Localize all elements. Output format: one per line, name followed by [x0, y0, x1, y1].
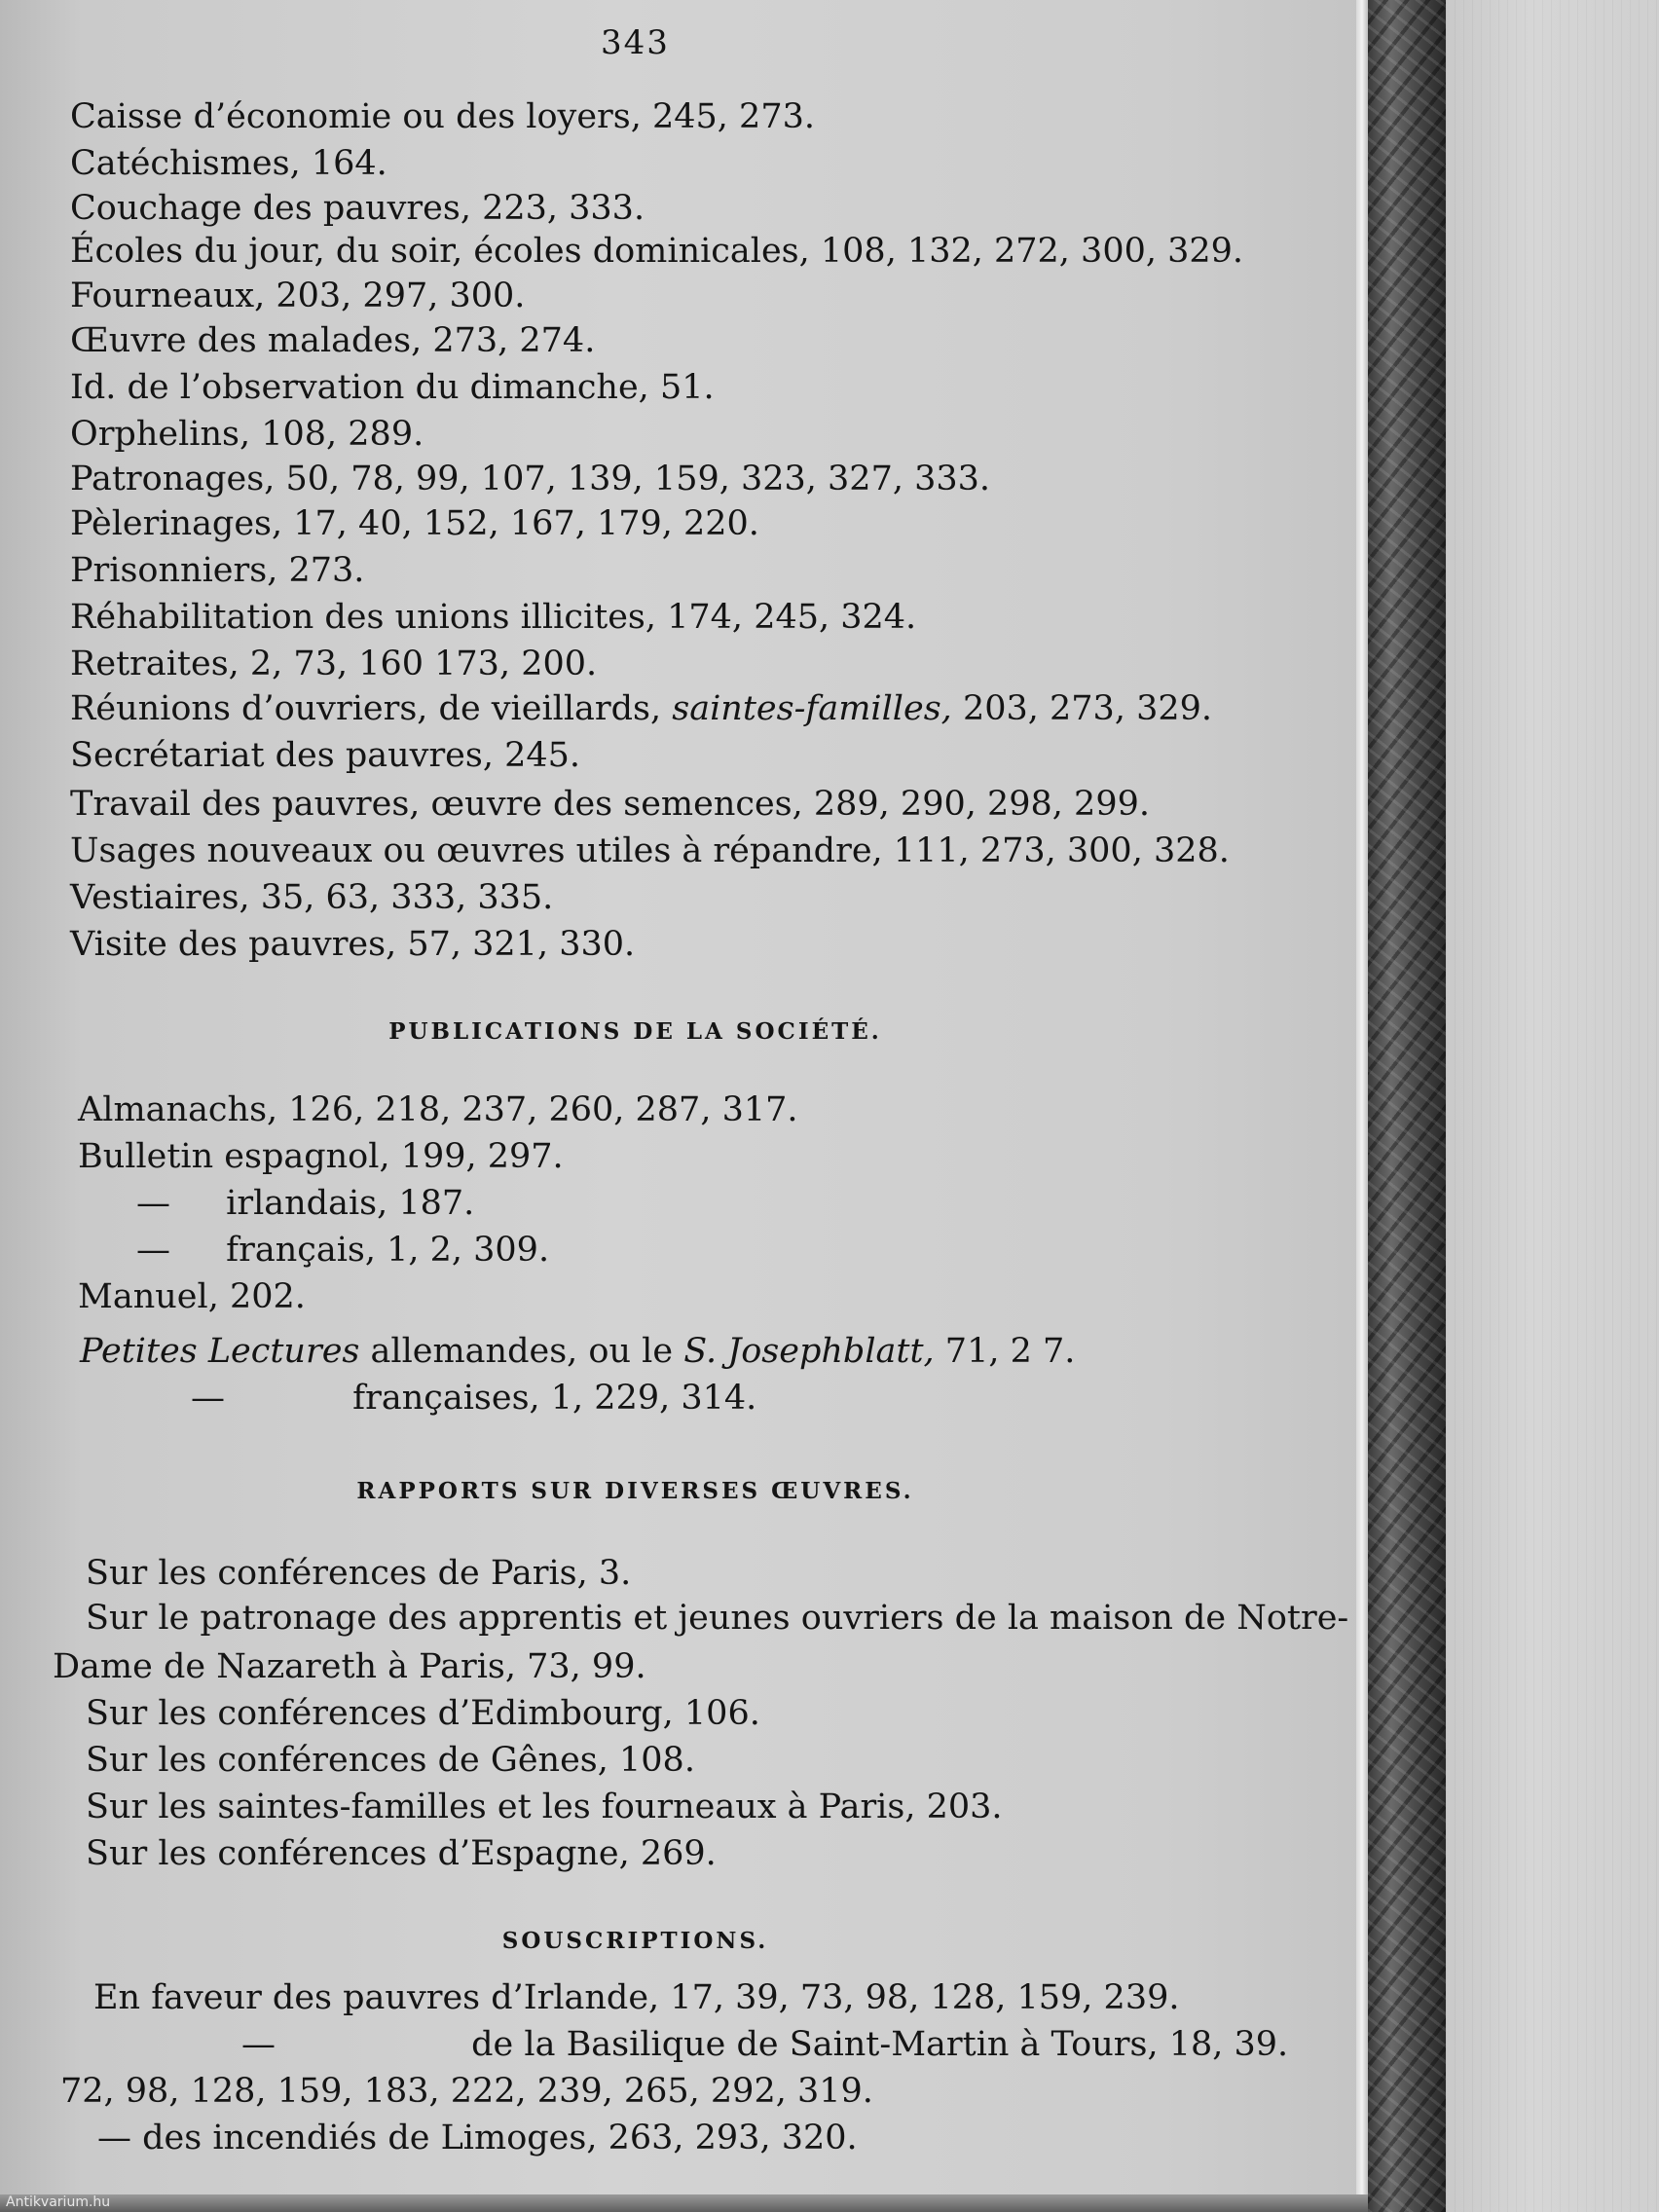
index-entry: Réhabilitation des unions illicites, 174, 245, 324.	[70, 598, 917, 637]
section-heading-rapports: RAPPORTS SUR DIVERSES ŒUVRES.	[356, 1478, 914, 1504]
publication-entry: Manuel, 202.	[78, 1277, 306, 1316]
index-entry: Secrétariat des pauvres, 245.	[70, 736, 581, 775]
index-entry: Retraites, 2, 73, 160 173, 200.	[70, 645, 598, 683]
entry-text: françaises, 1, 229, 314.	[352, 1379, 757, 1418]
publication-entry-petites-lectures	[80, 1330, 1075, 1373]
ditto-dash: —	[241, 2025, 276, 2064]
index-entry: Usages nouveaux ou œuvres utiles à répandre, 111, 273, 300, 328.	[70, 831, 1230, 870]
index-entry: Œuvre des malades, 273, 274.	[70, 321, 596, 360]
index-entry: Pèlerinages, 17, 40, 152, 167, 179, 220.	[70, 504, 759, 543]
souscription-entry: En faveur des pauvres d’Irlande, 17, 39, 73, 98, 128, 159, 239.	[93, 1978, 1180, 2017]
index-entry: Écoles du jour, du soir, écoles dominicales, 108, 132, 272, 300, 329.	[70, 232, 1244, 271]
entry-text: allemandes, ou le	[370, 1332, 674, 1371]
index-entry: Fourneaux, 203, 297, 300.	[70, 276, 526, 315]
page-number: 343	[601, 23, 670, 62]
rapport-entry: Sur les conférences de Paris, 3.	[86, 1554, 632, 1593]
cover-board	[1446, 0, 1659, 2212]
rapport-entry: Sur les conférences de Gênes, 108.	[86, 1741, 695, 1780]
publication-entry-francaises	[191, 1377, 756, 1419]
publication-entry-francais	[136, 1229, 549, 1272]
page-edge	[1356, 0, 1368, 2212]
ditto-dash: —	[136, 1231, 170, 1270]
entry-pages: 71, 2 7.	[944, 1332, 1076, 1371]
rapport-entry: Dame de Nazareth à Paris, 73, 99.	[53, 1647, 646, 1686]
rapport-entry: Sur les saintes-familles et les fourneaux à Paris, 203.	[86, 1788, 1003, 1826]
souscription-entry: — des incendiés de Limoges, 263, 293, 320.	[97, 2119, 858, 2157]
entry-pages: 203, 273, 329.	[962, 689, 1212, 728]
section-heading-publications: PUBLICATIONS DE LA SOCIÉTÉ.	[388, 1018, 882, 1045]
entry-italic-text: S. Josephblatt,	[683, 1332, 935, 1371]
souscription-entry: 72, 98, 128, 159, 183, 222, 239, 265, 292, 319.	[60, 2072, 873, 2111]
entry-text: irlandais, 187.	[226, 1184, 475, 1223]
index-entry-reunions	[70, 687, 1212, 730]
index-entry: Orphelins, 108, 289.	[70, 415, 424, 454]
rapport-entry: Sur les conférences d’Edimbourg, 106.	[86, 1694, 760, 1733]
index-entry: Vestiaires, 35, 63, 333, 335.	[70, 878, 554, 917]
index-entry: Travail des pauvres, œuvre des semences, 289, 290, 298, 299.	[70, 785, 1150, 824]
rapport-entry: Sur le patronage des apprentis et jeunes ouvriers de la maison de Notre-	[86, 1599, 1349, 1638]
watermark: Antikvarium.hu	[6, 2194, 111, 2210]
index-entry: Caisse d’économie ou des loyers, 245, 273.	[70, 97, 815, 136]
entry-text: Réunions d’ouvriers, de vieillards,	[70, 689, 662, 728]
index-entry: Prisonniers, 273.	[70, 551, 365, 590]
publication-entry: Bulletin espagnol, 199, 297.	[78, 1137, 564, 1176]
index-entry: Catéchismes, 164.	[70, 144, 387, 183]
ditto-dash: —	[136, 1184, 170, 1223]
publication-entry-irlandais	[136, 1182, 474, 1225]
entry-italic-text: saintes-familles,	[672, 689, 952, 728]
publication-entry: Almanachs, 126, 218, 237, 260, 287, 317.	[78, 1090, 798, 1129]
index-entry: Patronages, 50, 78, 99, 107, 139, 159, 323, 327, 333.	[70, 460, 991, 498]
rapport-entry: Sur les conférences d’Espagne, 269.	[86, 1834, 717, 1873]
index-entry: Couchage des pauvres, 223, 333.	[70, 189, 645, 228]
entry-italic-text: Petites Lectures	[80, 1332, 360, 1371]
marbled-binding	[1368, 0, 1446, 2212]
souscription-entry-basilique	[241, 2023, 1288, 2066]
ditto-dash: —	[191, 1379, 225, 1418]
index-entry: Id. de l’observation du dimanche, 51.	[70, 368, 715, 407]
entry-text: de la Basilique de Saint-Martin à Tours, 18, 39.	[471, 2025, 1289, 2064]
section-heading-souscriptions: SOUSCRIPTIONS.	[501, 1928, 769, 1954]
entry-text: français, 1, 2, 309.	[226, 1231, 550, 1270]
footer-band	[0, 2194, 1368, 2212]
index-entry: Visite des pauvres, 57, 321, 330.	[70, 925, 636, 964]
